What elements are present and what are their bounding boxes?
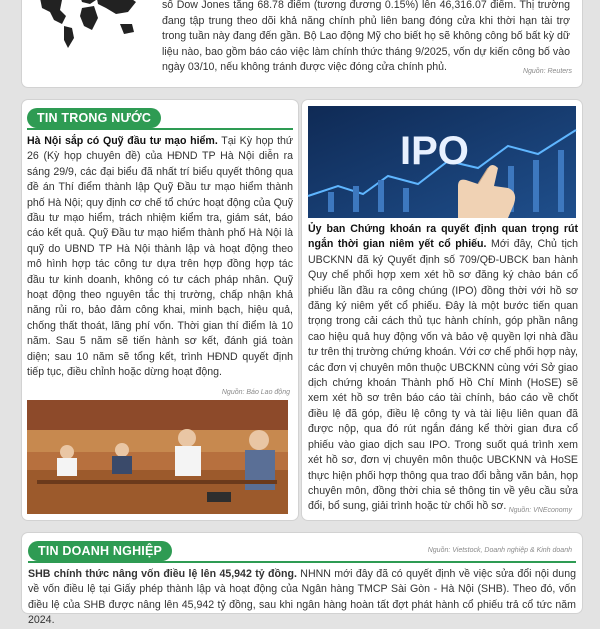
section-title-domestic: TIN TRONG NƯỚC — [27, 108, 161, 128]
domestic-headline: Hà Nội sắp có Quỹ đầu tư mạo hiểm. — [27, 135, 218, 147]
section-underline — [28, 561, 576, 563]
meeting-photo-image — [27, 400, 288, 514]
business-article — [28, 567, 576, 629]
domestic-news-card — [22, 100, 298, 520]
domestic-body: Tại Kỳ họp thứ 26 (Kỳ họp chuyên đề) của HĐND TP Hà Nội diễn ra sáng 29/9, các đại biểu đã nhất trí biểu quyết thông qua đề án Thí điểm thành lập Quỹ Đầu tư mạo hiểm thành phố Hà Nội; quy định cơ chế tổ chức hoạt động của Quỹ đầu tư mạo hiểm, trách nhiệm kiểm tra, giám sát, báo cáo kết quả. Quỹ Đầu tư mạo hiểm thành phố Hà Nội là quỹ do UBND TP Hà Nội thành lập và hoạt động theo mô hình hợp tác công tư dựa trên hợp đồng hợp tác đầu tư kinh doanh, không có tư cách pháp nhân. Quỹ hoạt động theo nguyên tắc thị trường, chấp nhận khả năng rủi ro, bảo đảm công khai, minh bạch, hiệu quả, chống thất thoát, lãng phí vốn. Thời gian thí điểm là 10 năm. Sau 5 năm sẽ tiến hành sơ kết, đánh giá toàn diện; sau 10 năm sẽ tổng kết, trình HĐND quyết định tiếp tục, điều chỉnh hoặc dừng hoạt động. — [27, 135, 293, 379]
source-vneconomy: Nguồn: VNEconomy — [508, 507, 572, 514]
ipo-banner — [308, 106, 576, 218]
source-lao-dong: Nguồn: Báo Lao động — [221, 389, 290, 396]
ipo-headline: Ủy ban Chứng khoán ra quyết định quan trọng rút ngắn thời gian niêm yết cổ phiếu. — [308, 223, 578, 251]
ipo-chart-icon — [308, 106, 576, 218]
domestic-article — [27, 134, 293, 381]
business-headline: SHB chính thức nâng vốn điều lệ lên 45,942 tỷ đồng. — [28, 568, 297, 580]
world-map-icon — [32, 0, 142, 50]
ipo-article — [308, 222, 578, 515]
ipo-banner-text: IPO — [400, 129, 469, 173]
ipo-body: Mới đây, Chủ tịch UBCKNN đã ký Quyết định số 709/QĐ-UBCK ban hành Quy chế phối hợp xem xét hồ sơ đăng ký chào bán cổ phiếu lần đầu ra công chúng (IPO) đồng thời với hồ sơ đăng ký niêm yết cổ phiếu. Đây là một bước tiến quan trọng trong cải cách thủ tục hành chính, góp phần nâng cao hiệu quả huy động vốn và bảo vệ quyền lợi nhà đầu tư trên thị trường chứng khoán. Với cơ chế phối hợp này, các đơn vị chuyên môn thuộc UBCKNN cùng với Sở giao dịch chứng khoán Thành phố Hồ Chí Minh (HoSE) sẽ xem xét hồ sơ trên báo cáo tài chính, báo cáo về chốt điều lệ đã góp, điều lệ công ty và tài liệu liên quan đã được nộp, qua đó rút ngắn đáng kể thời gian đưa cổ phiếu vào giao dịch sau IPO. Trong suốt quá trình xem xét hồ sơ, đơn vị chuyên môn thuộc UBCKNN và HoSE thực hiện phối hợp thông qua trao đổi bằng văn bản, họp chuyên môn, đồng thời chia sẻ thông tin về yêu cầu sửa đổi, bổ sung, giải trình hoặc từ chối hồ sơ. — [308, 238, 578, 513]
international-news-text: số Dow Jones tăng 68.78 điểm (tương đương 0.15%) lên 46,316.07 điểm. Thị trường đang tập trung theo dõi khả năng chính phủ liên bang đóng cửa khi thời hạn tài trợ trong tuần này đang đến gần. Bộ Lao động Mỹ cho biết họ sẽ không công bố bất kỳ dữ liệu nào, bao gồm báo cáo việc làm chính thức tháng 9/2025, vốn dự kiến công bố vào ngày 03/10, nếu không tránh được việc đóng cửa chính phủ. — [162, 0, 570, 74]
meeting-photo — [27, 400, 288, 514]
international-news-card — [22, 0, 582, 87]
ipo-news-card — [302, 100, 582, 520]
business-body: NHNN mới đây đã có quyết định về việc sửa đổi nội dung về vốn điều lệ tại Giấy phép thành lập và hoạt động của Ngân hàng TMCP Sài Gòn - Hà Nội (SHB). Theo đó, vốn điều lệ của SHB được nâng lên 45,942 tỷ đồng, sau khi ngân hàng hoàn tất đợt phát hành cổ phiếu trả cổ tức năm 2024. — [28, 568, 576, 627]
source-vietstock: Nguồn: Vietstock, Doanh nghiệp & Kinh doanh — [427, 547, 572, 554]
source-reuters: Nguồn: Reuters — [522, 68, 572, 75]
section-underline — [27, 128, 293, 130]
section-title-business: TIN DOANH NGHIỆP — [28, 541, 172, 561]
business-news-card — [22, 533, 582, 627]
